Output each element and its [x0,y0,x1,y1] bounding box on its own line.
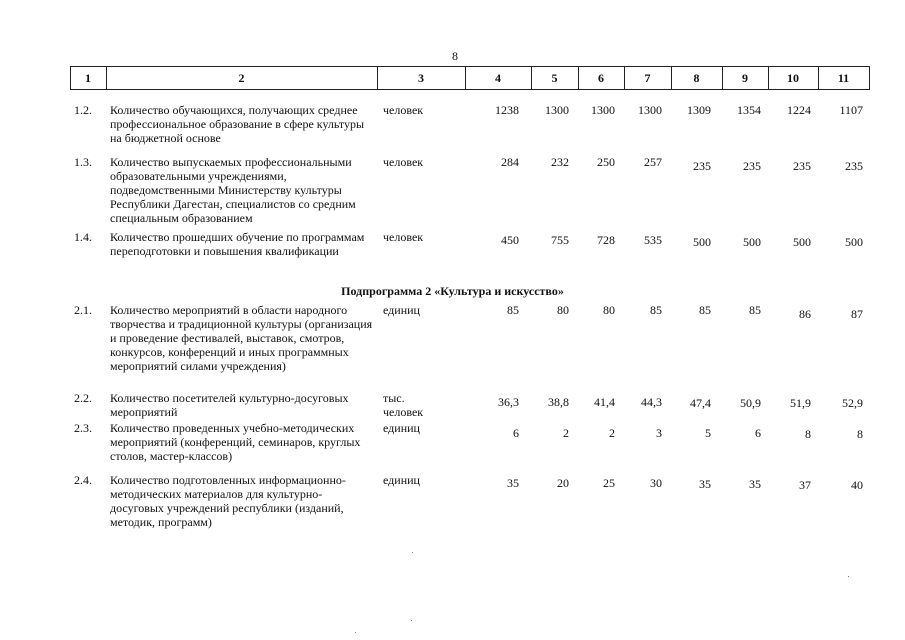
header-col-6: 6 [598,71,604,85]
header-col-11: 11 [837,71,850,85]
row-value-col5: 232 [551,155,569,169]
row-value-col4: 85 [507,303,519,317]
row-value-col11: 52,9 [842,396,863,410]
row-value-col7: 3 [656,426,662,440]
header-bottom-rule [70,89,870,90]
header-col-8: 8 [693,71,700,85]
row-value-col8: 1309 [687,103,711,117]
header-separator [869,66,870,90]
row-value-col10: 235 [793,159,811,173]
scan-speck [355,632,356,633]
row-value-col5: 2 [563,426,569,440]
row-number: 2.2. [74,391,92,405]
header-col-10: 10 [787,71,799,85]
row-value-col8: 35 [699,477,711,491]
row-value-col6: 41,4 [594,395,615,409]
row-value-col6: 728 [597,233,615,247]
header-col-2: 2 [238,71,245,85]
row-value-col6: 25 [603,476,615,490]
row-indicator-name: Количество обучающихся, получающих среднее профессиональное образование в сфере культуры на бюджетной основе [110,103,365,145]
row-number: 1.3. [74,155,92,169]
row-number: 1.4. [74,230,92,244]
row-value-col11: 87 [851,307,863,321]
header-col-7: 7 [644,71,651,85]
row-unit: единиц [383,421,420,435]
row-indicator-name: Количество выпускаемых профессиональными образовательными учреждениями, подведомственными Министерству культуры Республики Дагестан, специалистов со средним специальным образованием [110,155,356,225]
row-value-col10: 86 [799,307,811,321]
row-value-col4: 35 [507,476,519,490]
row-value-col11: 1107 [839,103,863,117]
row-value-col8: 47,4 [690,396,711,410]
row-value-col7: 535 [644,233,662,247]
row-value-col9: 235 [743,159,761,173]
row-indicator-name: Количество посетителей культурно-досуговых мероприятий [110,391,349,419]
scan-speck [411,620,412,621]
header-col-9: 9 [742,71,748,85]
row-value-col7: 257 [644,155,662,169]
row-value-col5: 20 [557,476,569,490]
row-value-col4: 450 [501,233,519,247]
row-value-col9: 35 [749,477,761,491]
row-value-col5: 1300 [545,103,569,117]
page-number: 8 [452,49,458,63]
row-unit: человек [383,155,424,169]
row-value-col5: 80 [557,303,569,317]
row-value-col6: 2 [609,426,615,440]
row-unit: человек [383,230,424,244]
row-value-col8: 500 [693,235,711,249]
scan-speck [848,576,849,577]
row-value-col5: 38,8 [548,395,569,409]
row-value-col11: 40 [851,478,863,492]
row-number: 2.1. [74,303,92,317]
row-value-col9: 1354 [737,103,761,117]
row-value-col6: 1300 [591,103,615,117]
row-value-col4: 36,3 [498,395,519,409]
row-value-col6: 250 [597,155,615,169]
row-value-col9: 50,9 [740,396,761,410]
row-indicator-name: Количество проведенных учебно-методических мероприятий (конференций, семинаров, круглых столов, мастер-классов) [110,421,361,463]
row-value-col7: 1300 [638,103,662,117]
scan-speck [412,552,413,553]
row-value-col8: 235 [693,159,711,173]
subprogram-heading: Подпрограмма 2 «Культура и искусство» [341,284,564,298]
row-value-col10: 500 [793,235,811,249]
row-value-col4: 6 [513,426,519,440]
row-value-col10: 37 [799,478,811,492]
row-value-col8: 5 [705,426,711,440]
header-col-3: 3 [418,71,424,85]
header-col-4: 4 [495,71,501,85]
row-value-col11: 235 [845,159,863,173]
row-value-col7: 30 [650,476,662,490]
row-indicator-name: Количество подготовленных информационно-методических материалов для культурно-досуговых учреждений республики (изданий, методик, программ) [110,473,346,529]
row-value-col9: 85 [749,303,761,317]
row-number: 2.3. [74,421,92,435]
row-unit: единиц [383,303,420,317]
row-value-col11: 500 [845,235,863,249]
header-col-1: 1 [85,71,91,85]
row-value-col10: 1224 [787,103,811,117]
row-number: 2.4. [74,473,92,487]
row-value-col6: 80 [603,303,615,317]
row-unit: тыс. человек [383,391,424,419]
row-value-col10: 8 [805,427,811,441]
row-unit: единиц [383,473,420,487]
row-value-col5: 755 [551,233,569,247]
row-value-col4: 284 [501,155,519,169]
row-value-col4: 1238 [495,103,519,117]
row-value-col7: 44,3 [641,395,662,409]
row-value-col9: 6 [755,426,761,440]
row-value-col9: 500 [743,235,761,249]
header-col-5: 5 [551,71,558,85]
row-value-col8: 85 [699,303,711,317]
row-indicator-name: Количество мероприятий в области народного творчества и традиционной культуры (организация и проведение фестивалей, выставок, смотров, конкурсов, конференций и иных программных мероприятий силами учреждения) [110,303,373,373]
row-value-col10: 51,9 [790,396,811,410]
row-value-col7: 85 [650,303,662,317]
row-indicator-name: Количество прошедших обучение по программам переподготовки и повышения квалификации [110,230,365,258]
row-value-col11: 8 [857,427,863,441]
row-unit: человек [383,103,424,117]
row-number: 1.2. [74,103,92,117]
